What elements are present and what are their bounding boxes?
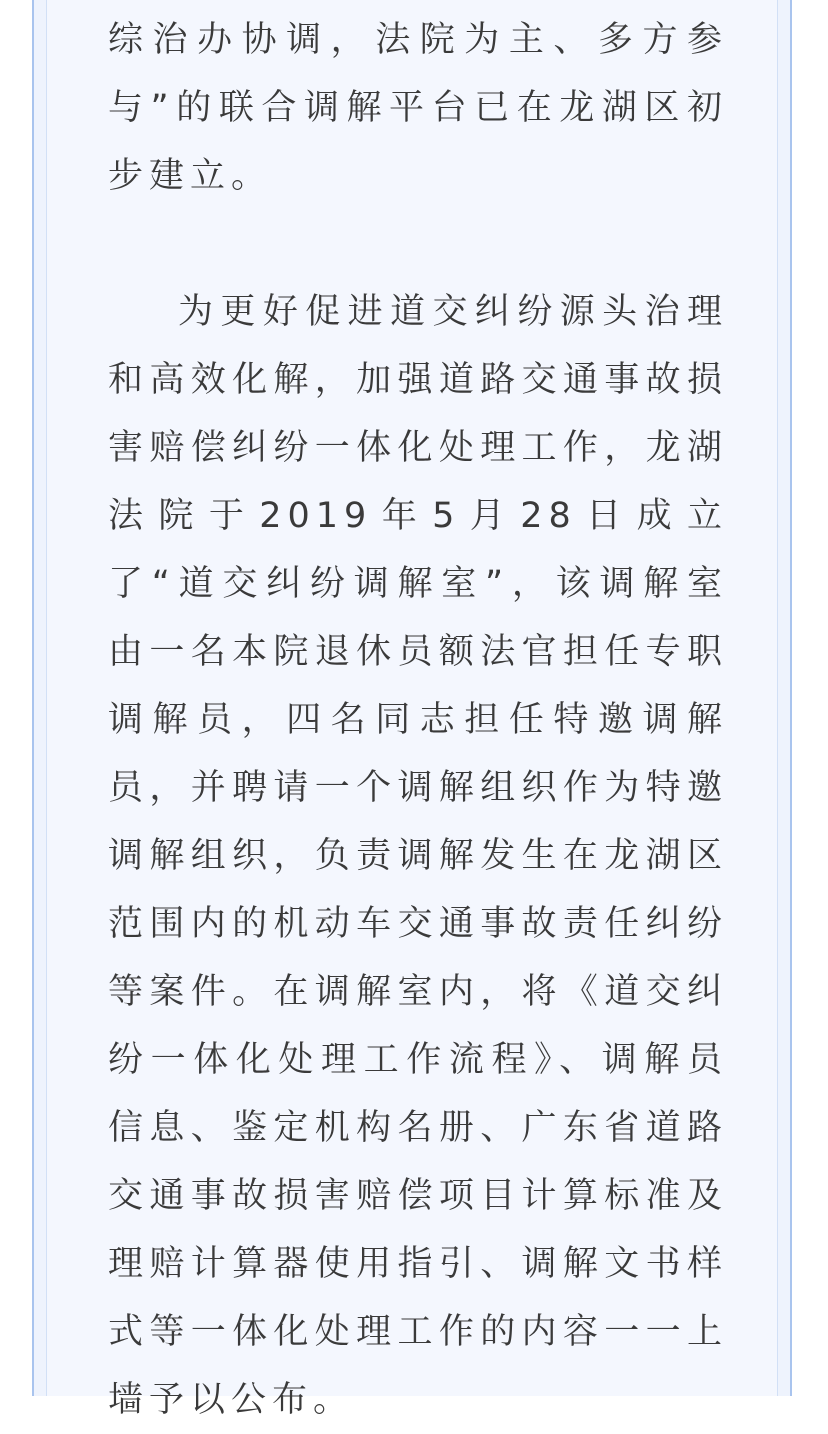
- article-body: [108, 0, 728, 1434]
- article-paragraph-2: 为更好促进道交纠纷源头治理和高效化解，加强道路交通事故损害赔偿纠纷一体化处理工作，龙湖法院于2019年5月28日成立了“道交纠纷调解室”，该调解室由一名本院退休员额法官担任专职调解员，四名同志担任特邀调解员，并聘请一个调解组织作为特邀调解组织，负责调解发生在龙湖区范围内的机动车交通事故责任纠纷等案件。在调解室内，将《道交纠纷一体化处理工作流程》、调解员信息、鉴定机构名册、广东省道路交通事故损害赔偿项目计算标准及理赔计算器使用指引、调解文书样式等一体化处理工作的内容一一上墙予以公布。: [108, 292, 728, 1420]
- article-paragraph-1: 综治办协调，法院为主、多方参与”的联合调解平台已在龙湖区初步建立。: [108, 20, 728, 196]
